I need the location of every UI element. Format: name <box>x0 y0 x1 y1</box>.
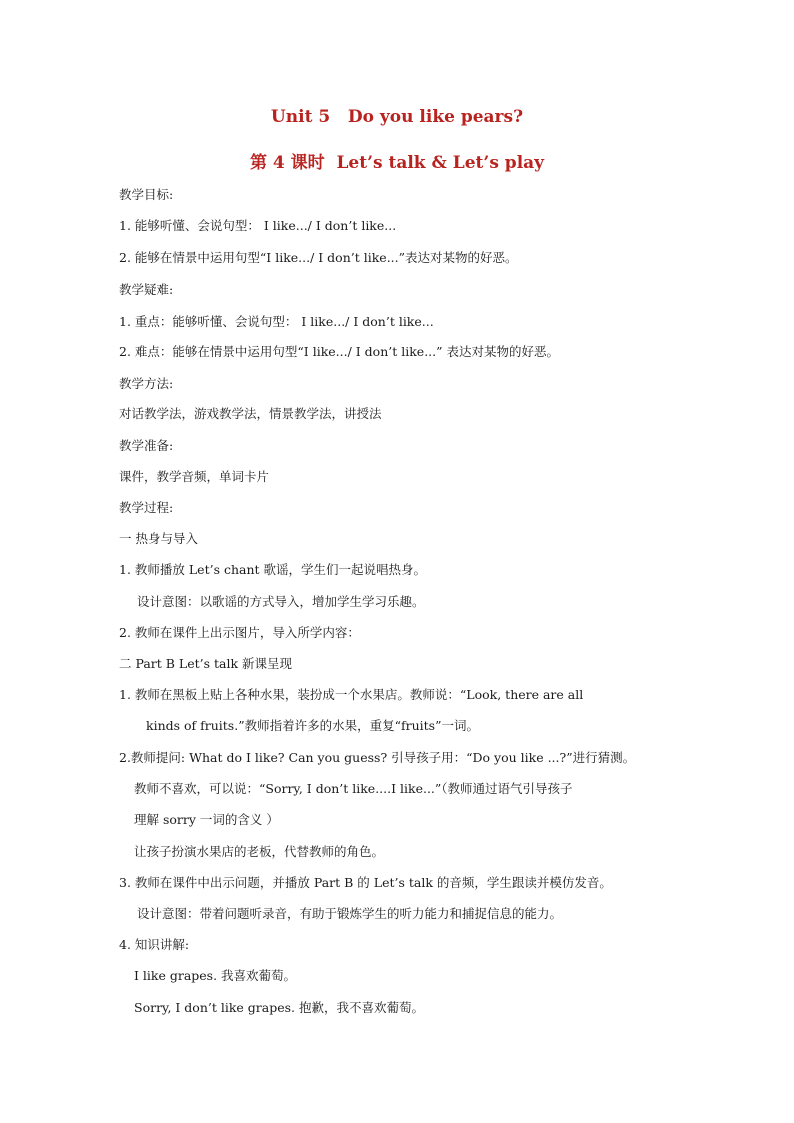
example-sentence: I like grapes. 我喜欢葡萄。 <box>134 968 297 983</box>
section-heading-process: 教学过程: <box>119 500 174 515</box>
process-item: 1. 教师在黑板上贴上各种水果，装扮成一个水果店。教师说：“Look, there are all <box>119 687 584 702</box>
design-intent: 设计意图：以歌谣的方式导入，增加学生学习乐趣。 <box>137 594 425 609</box>
process-step-heading: 二 Part B Let’s talk 新课呈现 <box>119 656 293 671</box>
methods-text: 对话教学法，游戏教学法，情景教学法，讲授法 <box>119 406 382 421</box>
section-heading-difficulties: 教学疑难: <box>119 282 174 297</box>
process-item: 2. 教师在课件上出示图片，导入所学内容： <box>119 625 360 640</box>
process-item-continued: 教师不喜欢，可以说：“Sorry, I don’t like....I like...”（教师通过语气引导孩子 <box>134 781 573 796</box>
difficulty-item: 1. 重点：能够听懂、会说句型： I like.../ I don’t like... <box>119 314 434 329</box>
process-item: 1. 教师播放 Let’s chant 歌谣，学生们一起说唱热身。 <box>119 562 427 577</box>
lesson-subtitle: 第 4 课时 Let’s talk & Let’s play <box>249 153 545 173</box>
section-heading-preparation: 教学准备: <box>119 438 174 453</box>
process-item-continued: kinds of fruits.”教师指着许多的水果，重复“fruits”一词。 <box>146 718 479 733</box>
example-sentence: Sorry, I don’t like grapes. 抱歉，我不喜欢葡萄。 <box>134 1000 424 1015</box>
process-step-heading: 一 热身与导入 <box>119 531 198 546</box>
objective-item: 1. 能够听懂、会说句型： I like.../ I don’t like... <box>119 218 397 233</box>
design-intent: 设计意图：带着问题听录音，有助于锻炼学生的听力能力和捕捉信息的能力。 <box>137 906 563 921</box>
document-title: Unit 5 Do you like pears? <box>270 107 524 127</box>
process-item-continued: 让孩子扮演水果店的老板，代替教师的角色。 <box>134 844 385 859</box>
process-item: 3. 教师在课件中出示问题，并播放 Part B 的 Let’s talk 的音频，学生跟读并模仿发音。 <box>119 875 612 890</box>
process-item: 4. 知识讲解: <box>119 937 190 952</box>
preparation-text: 课件，教学音频，单词卡片 <box>119 469 270 484</box>
difficulty-item: 2. 难点：能够在情景中运用句型“I like.../ I don’t like...” 表达对某物的好恶。 <box>119 344 559 359</box>
section-heading-methods: 教学方法: <box>119 376 174 391</box>
process-item-continued: 理解 sorry 一词的含义 ） <box>134 812 279 827</box>
objective-item: 2. 能够在情景中运用句型“I like.../ I don’t like...”表达对某物的好恶。 <box>119 250 518 265</box>
section-heading-objectives: 教学目标: <box>119 187 174 202</box>
process-item: 2.教师提问: What do I like? Can you guess? 引导孩子用：“Do you like ...?”进行猜测。 <box>119 750 636 765</box>
